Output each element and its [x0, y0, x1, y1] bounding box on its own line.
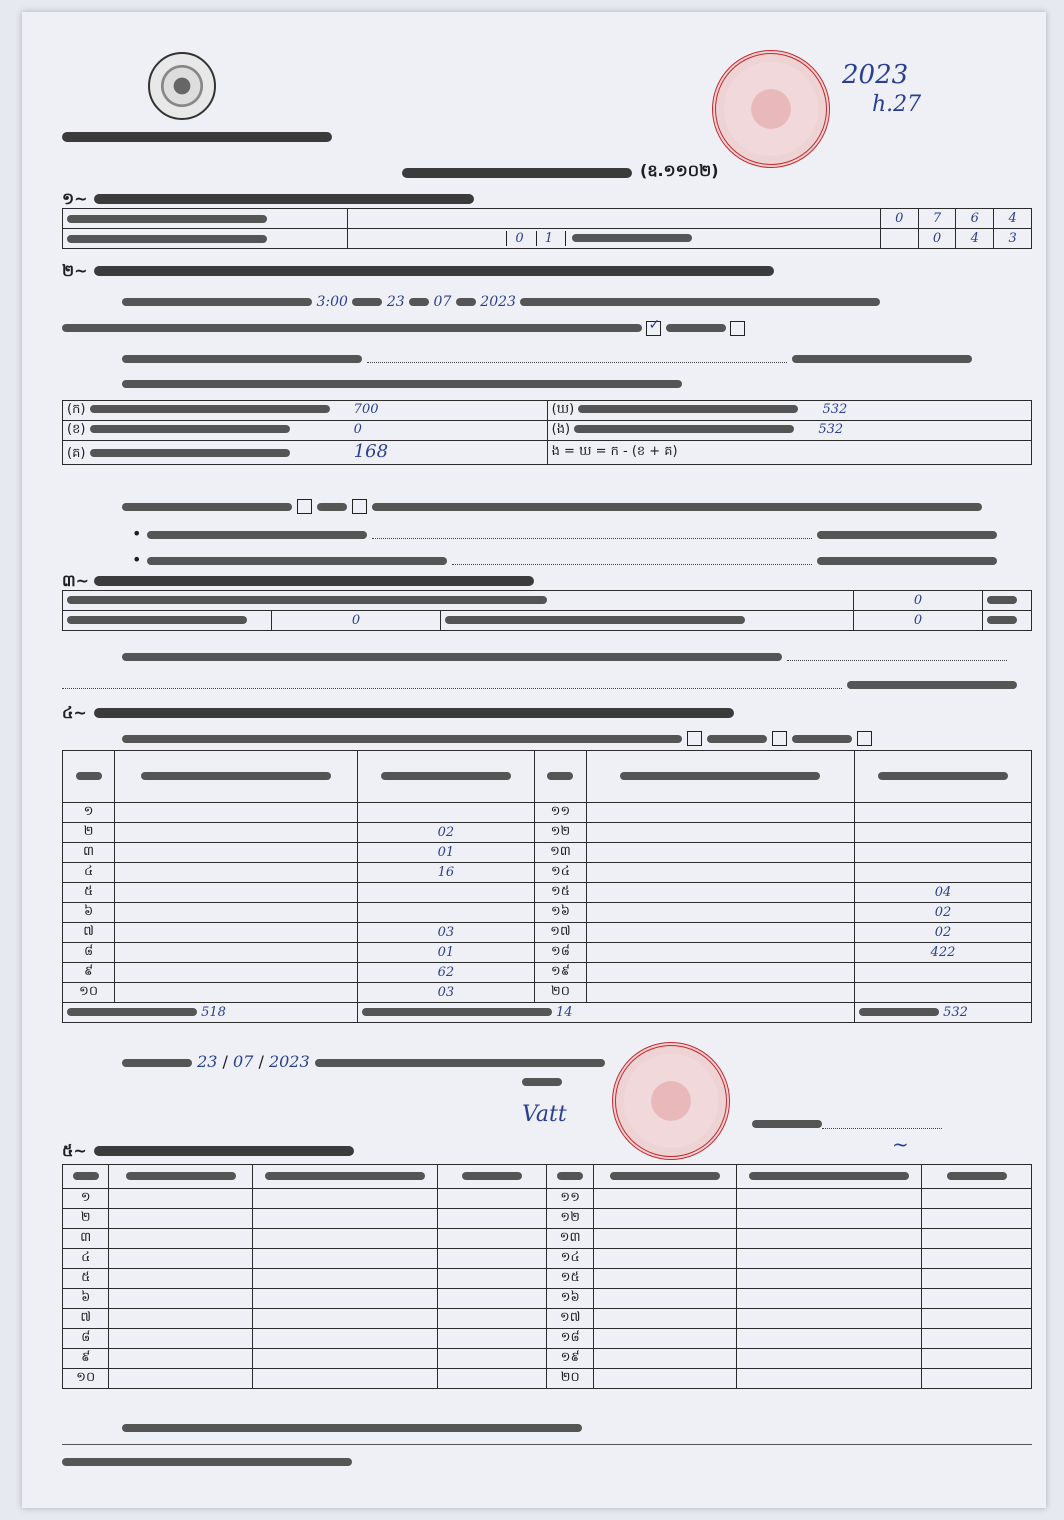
secretary-signature-field — [822, 1112, 942, 1129]
report-year: 2023 — [268, 1052, 310, 1071]
secretary-signature: ~ — [892, 1132, 909, 1156]
official-stamp — [712, 50, 830, 168]
sheet-count-1-checkbox[interactable] — [687, 731, 702, 746]
sheet-count-3-checkbox[interactable] — [857, 731, 872, 746]
royal-emblem-icon — [148, 52, 216, 120]
in-box-value: 532 — [818, 422, 844, 437]
section-1-number: ១~ — [62, 189, 88, 208]
formula-text: ង = ឃ = ក - (ខ + គ) — [551, 444, 678, 459]
witness-row: ៩ ១៩ — [63, 1349, 1032, 1369]
time-value: 3:00 — [316, 294, 348, 310]
form-code: (ឧ.១១០២) — [640, 161, 719, 180]
section-5-number: ៥~ — [62, 1141, 87, 1160]
section-2-heading — [94, 266, 774, 276]
section-3-number: ៣~ — [62, 571, 90, 590]
witness-row: ២ ១២ — [63, 1209, 1032, 1229]
table-row: ១ ១១ — [63, 803, 1032, 823]
year-value: 2023 — [480, 294, 516, 310]
seal-intact-checkbox[interactable]: ✓ — [646, 321, 661, 336]
counting-instruction — [122, 380, 682, 388]
invalid-total: 14 — [555, 1005, 573, 1020]
table-row: ៨ 01 ១៨ 422 — [63, 943, 1032, 963]
valid-total: 518 — [201, 1005, 226, 1020]
voters-value: 532 — [822, 402, 848, 417]
table-row: ៣ 01 ១៣ — [63, 843, 1032, 863]
note-field-4[interactable] — [787, 644, 1007, 661]
witness-row: ៦ ១៦ — [63, 1289, 1032, 1309]
witness-row: ៣ ១៣ — [63, 1229, 1032, 1249]
section-2-number: ២~ — [62, 261, 88, 280]
spoiled-value: 0 — [353, 422, 362, 437]
note-field-3[interactable] — [452, 548, 812, 565]
complaints-value: 0 — [854, 591, 983, 611]
party-results-table — [62, 750, 1032, 1023]
witness-row: ៤ ១៤ — [63, 1249, 1032, 1269]
stamp-date: 2023 — [842, 60, 909, 90]
secretary-label — [752, 1120, 822, 1128]
month-value: 07 — [433, 294, 452, 310]
stamp-time: h.27 — [872, 92, 922, 117]
witness-row: ៧ ១៧ — [63, 1309, 1032, 1329]
table-row: ៧ 03 ១៧ 02 — [63, 923, 1032, 943]
witness-row: ១០ ២០ — [63, 1369, 1032, 1389]
table-row: ៩ 62 ១៩ — [63, 963, 1032, 983]
table-row: ២ 02 ១២ — [63, 823, 1032, 843]
witness-table — [62, 1164, 1032, 1389]
form-sheet: (ឧ.១១០២) 2023 h.27 ១~ 0 7 6 4 0 1 0 4 3 ២~ 3:00 23 07 2023 ✓ (ក) 700 (ឃ) 532 (ខ) 0 (ង) 532 (គ) 168 ង = ឃ = ក - (ខ + គ) • • ៣~ 0 0 0 ៤~ ១ ១១ ២ 02 ១២ ៣ 01 ១៣ ៤ 16 ១៤ ៥ ១៥ 04 ៦ ១៦ 02 ៧ 03 ១៧ 02 ៨ 01 ១៨ 422 ៩ 62 ១៩ ១០ 03 ២០ 518 14 532 23 / 07 / 2023 Vatt ~ ៥~ ១ ១១ ២ ១២ ៣ ១៣ ៤ ១៤ ៥ ១៥ ៦ ១៦ ៧ ១៧ ៨ ១៨ ៩ ១៩ ១០ ២០ — [22, 12, 1046, 1508]
section-1-heading — [94, 194, 474, 204]
table-row: ៤ 16 ១៤ — [63, 863, 1032, 883]
report-month: 07 — [233, 1052, 254, 1071]
appealed-value: 0 — [854, 611, 983, 631]
resolved-value: 0 — [272, 611, 441, 631]
verification-paragraph — [122, 294, 1032, 310]
unused-value: 168 — [353, 441, 389, 462]
chairman-signature: Vatt — [522, 1102, 567, 1127]
received-value: 700 — [353, 402, 379, 417]
table-row: ១០ 03 ២០ — [63, 983, 1032, 1003]
table-row: ៥ ១៥ 04 — [63, 883, 1032, 903]
note-field-2[interactable] — [372, 522, 812, 539]
footer-note — [122, 1424, 582, 1432]
complaints-table — [62, 590, 1032, 631]
committee-name — [62, 132, 332, 142]
chairman-label — [522, 1078, 562, 1086]
box-total: 532 — [943, 1005, 968, 1020]
note-field-1[interactable] — [367, 346, 787, 363]
witness-row: ៨ ១៨ — [63, 1329, 1032, 1349]
report-day: 23 — [197, 1052, 218, 1071]
seal-broken-checkbox[interactable] — [730, 321, 745, 336]
section-4-number: ៤~ — [62, 703, 87, 722]
section-4-heading — [94, 708, 734, 718]
discrepancy-yes-checkbox[interactable] — [297, 499, 312, 514]
note-field-5[interactable] — [62, 672, 842, 689]
section-5-heading — [94, 1146, 354, 1156]
discrepancy-no-checkbox[interactable] — [352, 499, 367, 514]
witness-row: ៥ ១៥ — [63, 1269, 1032, 1289]
section-1-table: 0 7 6 4 0 1 0 4 3 — [62, 208, 1032, 249]
witness-row: ១ ១១ — [63, 1189, 1032, 1209]
table-row: ៦ ១៦ 02 — [63, 903, 1032, 923]
day-value: 23 — [386, 294, 405, 310]
section-3-heading — [94, 576, 534, 586]
footer-caption — [62, 1458, 352, 1466]
form-title — [402, 168, 632, 178]
footer-divider — [62, 1444, 1032, 1445]
sheet-count-2-checkbox[interactable] — [772, 731, 787, 746]
ballot-count-table: (ក) 700 (ឃ) 532 (ខ) 0 (ង) 532 (គ) 168 ង = ឃ = ក - (ខ + គ) — [62, 400, 1032, 465]
office-stamp — [612, 1042, 730, 1160]
